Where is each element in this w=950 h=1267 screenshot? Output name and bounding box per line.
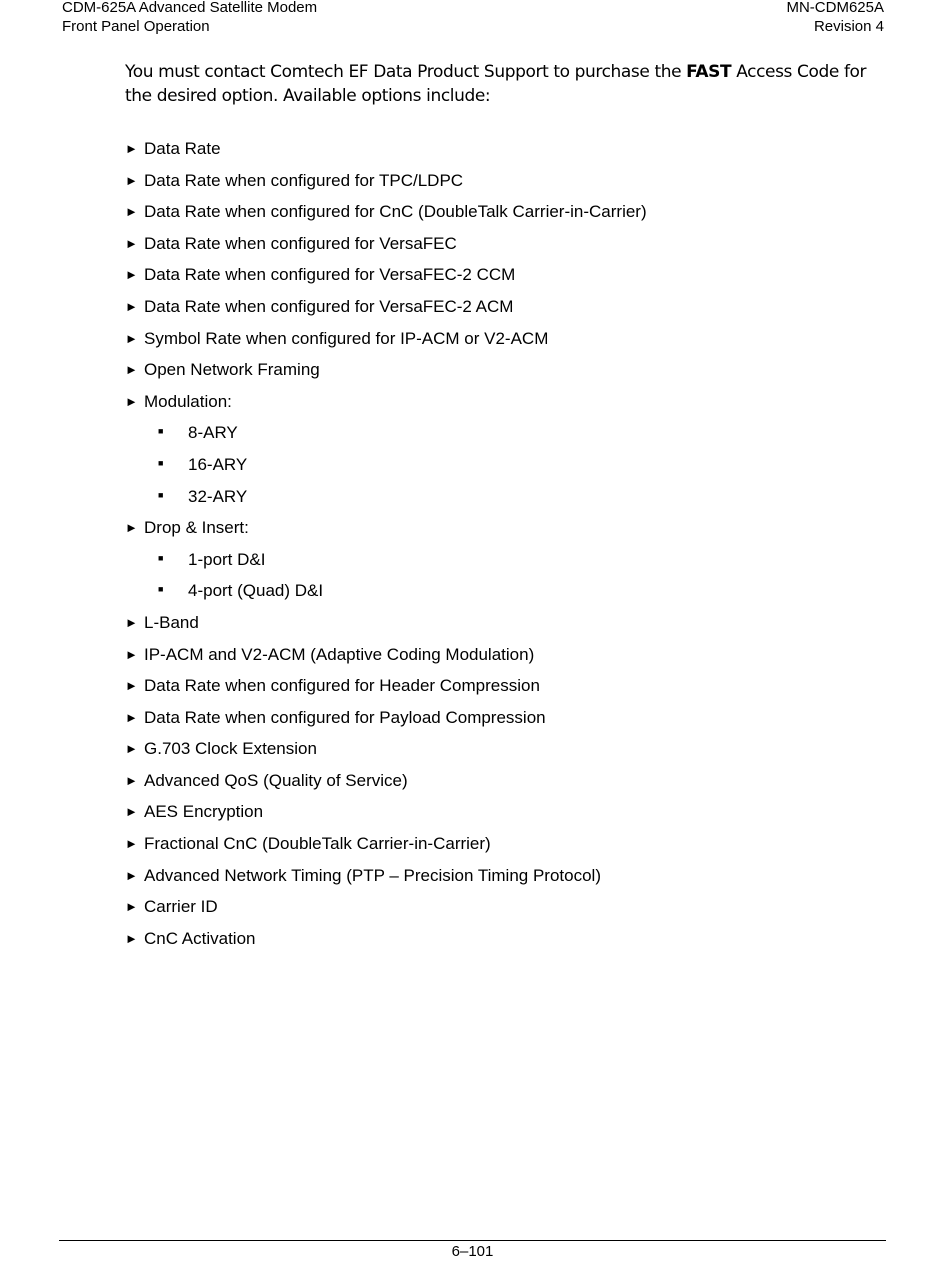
option-item — [125, 670, 885, 702]
arrow-bullet-icon: ► — [125, 709, 138, 725]
option-label: AES Encryption — [144, 802, 264, 822]
sub-option-item — [125, 449, 885, 481]
arrow-bullet-icon: ► — [125, 646, 138, 662]
intro-text-end: Access Code for the desired option. Available options include: — [125, 62, 867, 106]
sub-option-item — [125, 481, 885, 513]
option-item — [125, 259, 885, 291]
option-label: Modulation: — [144, 391, 232, 411]
sub-option-item — [125, 575, 885, 607]
section-title: Front Panel Operation — [62, 18, 210, 35]
square-bullet-icon: ■ — [158, 489, 164, 500]
arrow-bullet-icon: ► — [125, 614, 138, 630]
arrow-bullet-icon: ► — [125, 393, 138, 409]
option-item — [125, 133, 885, 165]
option-item — [125, 733, 885, 765]
square-bullet-icon: ■ — [158, 426, 164, 437]
option-label: Data Rate — [144, 139, 221, 158]
arrow-bullet-icon: ► — [125, 930, 138, 946]
option-item — [125, 354, 885, 386]
option-label: Carrier ID — [144, 897, 218, 917]
option-item — [125, 639, 885, 671]
arrow-bullet-icon: ► — [125, 899, 138, 915]
option-label: Advanced QoS (Quality of Service) — [144, 770, 408, 790]
option-item — [125, 291, 885, 323]
square-bullet-icon: ■ — [158, 584, 164, 595]
option-label: Advanced Network Timing (PTP – Precision Timing Protocol) — [144, 865, 601, 885]
option-label: Fractional CnC (DoubleTalk Carrier-in-Carrier) — [144, 834, 491, 854]
option-item — [125, 891, 885, 923]
option-item — [125, 923, 885, 955]
sub-option-label: 1-port D&I — [188, 549, 266, 569]
option-label: Data Rate when configured for CnC (DoubleTalk Carrier-in-Carrier) — [144, 202, 647, 222]
option-label: Data Rate when configured for VersaFEC-2 CCM — [144, 265, 516, 285]
arrow-bullet-icon: ► — [125, 172, 138, 188]
header-left — [62, 0, 317, 36]
option-item — [125, 796, 885, 828]
option-item — [125, 512, 885, 544]
option-label: Open Network Framing — [144, 360, 320, 380]
option-item — [125, 228, 885, 260]
sub-option-item — [125, 544, 885, 576]
option-label: Data Rate when configured for VersaFEC-2 ACM — [144, 296, 514, 316]
sub-option-label: 8-ARY — [188, 423, 238, 443]
arrow-bullet-icon: ► — [125, 235, 138, 251]
arrow-bullet-icon: ► — [125, 741, 138, 757]
option-item — [125, 860, 885, 892]
option-item — [125, 828, 885, 860]
sub-option-label: 32-ARY — [188, 486, 248, 506]
arrow-bullet-icon: ► — [125, 204, 138, 220]
option-label: Drop & Insert: — [144, 518, 249, 538]
sub-option-label: 4-port (Quad) D&I — [188, 581, 324, 601]
option-item — [125, 702, 885, 734]
arrow-bullet-icon: ► — [125, 267, 138, 283]
square-bullet-icon: ■ — [158, 457, 164, 468]
document-title: CDM-625A Advanced Satellite Modem — [62, 0, 318, 16]
arrow-bullet-icon: ► — [125, 867, 138, 883]
arrow-bullet-icon: ► — [125, 330, 138, 346]
intro-text-start: You must contact Comtech EF Data Product Support to purchase the — [125, 62, 687, 82]
option-label: L-Band — [144, 612, 199, 632]
arrow-bullet-icon: ► — [125, 362, 138, 378]
option-item — [125, 765, 885, 797]
arrow-bullet-icon: ► — [125, 772, 138, 788]
option-label: Data Rate when configured for TPC/LDPC — [144, 170, 464, 190]
option-label: Symbol Rate when configured for IP-ACM or V2-ACM — [144, 328, 549, 348]
sub-option-item — [125, 417, 885, 449]
option-label: Data Rate when configured for Header Compression — [144, 676, 540, 696]
option-item — [125, 607, 885, 639]
page-number: 6–101 — [451, 1243, 494, 1260]
arrow-bullet-icon: ► — [125, 836, 138, 852]
option-item — [125, 386, 885, 418]
option-label: IP-ACM and V2-ACM (Adaptive Coding Modulation) — [144, 644, 535, 664]
option-label: Data Rate when configured for VersaFEC — [144, 233, 457, 253]
option-label: CnC Activation — [144, 928, 256, 948]
arrow-bullet-icon: ► — [125, 678, 138, 694]
option-label: Data Rate when configured for Payload Compression — [144, 707, 546, 727]
revision-label: Revision 4 — [813, 18, 884, 35]
arrow-bullet-icon: ► — [125, 141, 138, 156]
header-right — [786, 0, 884, 36]
option-item — [125, 196, 885, 228]
option-label: G.703 Clock Extension — [144, 739, 317, 759]
square-bullet-icon: ■ — [158, 552, 164, 563]
arrow-bullet-icon: ► — [125, 804, 138, 820]
arrow-bullet-icon: ► — [125, 520, 138, 536]
document-number: MN-CDM625A — [786, 0, 884, 16]
intro-bold-term: FAST — [686, 62, 732, 82]
options-list — [125, 133, 885, 954]
intro-paragraph — [125, 60, 875, 108]
footer-divider — [59, 1240, 886, 1241]
arrow-bullet-icon: ► — [125, 298, 138, 314]
sub-option-label: 16-ARY — [188, 454, 248, 474]
option-item — [125, 165, 885, 197]
option-item — [125, 323, 885, 355]
